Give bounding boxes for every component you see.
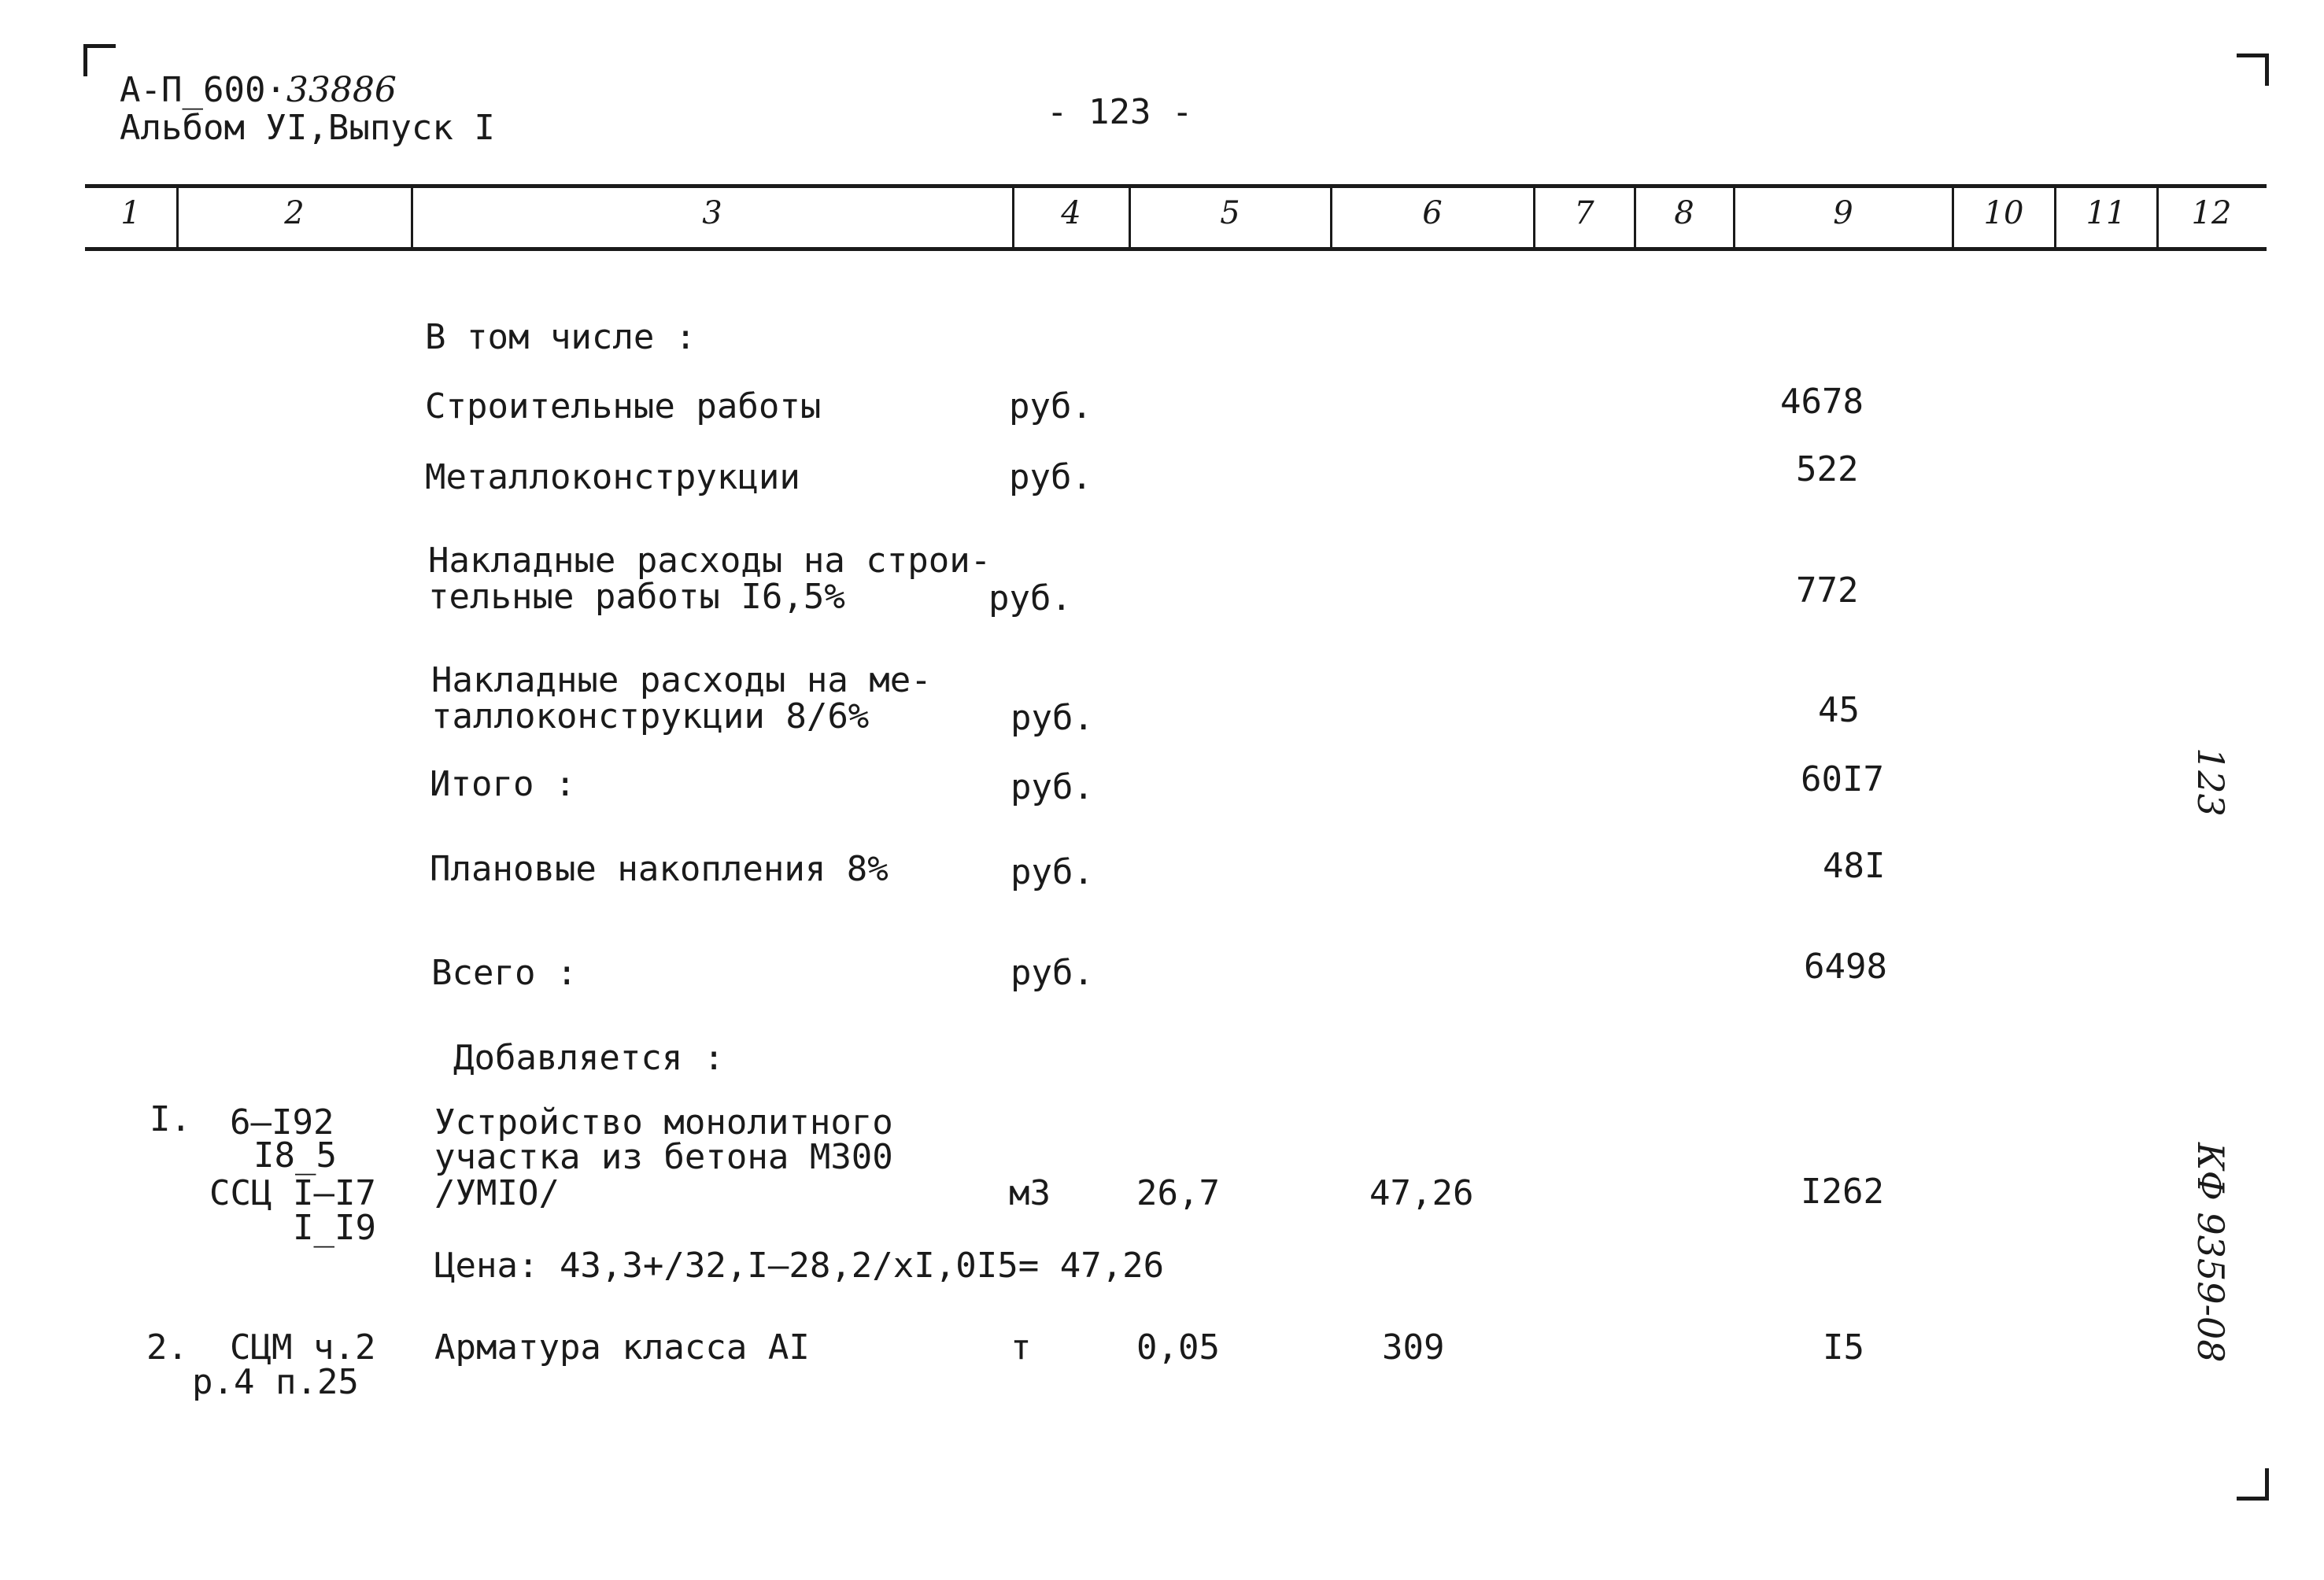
item-unit: м3 [1009, 1173, 1051, 1213]
corner-mark-bottom-right [2237, 1468, 2269, 1501]
item-description-line: участка из бетона М300 [434, 1137, 893, 1177]
summary-label-line1: Накладные расходы на ме- [431, 660, 932, 700]
summary-unit: руб. [1011, 698, 1094, 738]
column-number: 5 [1220, 195, 1240, 231]
item-price: 47,26 [1369, 1173, 1474, 1213]
item-code-line: I_I9 [293, 1208, 376, 1248]
item-description-line: /УМIO/ [434, 1173, 560, 1213]
summary-value: 4678 [1780, 382, 1864, 422]
item-number: 2. [146, 1327, 188, 1368]
column-number: 8 [1674, 195, 1694, 231]
item-code-line: СЦМ ч.2 [230, 1327, 376, 1368]
column-number: 4 [1061, 195, 1081, 231]
item-code-line: I8_5 [253, 1135, 337, 1176]
item-price: 309 [1382, 1327, 1445, 1368]
summary-label: Металлоконструкции [425, 457, 800, 497]
additions-heading: Добавляется : [453, 1038, 725, 1078]
summary-value: 6498 [1804, 947, 1887, 987]
summary-label-line1: Накладные расходы на строи- [428, 541, 992, 581]
margin-page-number: 123 [2189, 748, 2232, 817]
page-number: - 123 - [1047, 92, 1193, 132]
column-number: 3 [702, 195, 722, 231]
column-number: 12 [2191, 195, 2232, 231]
summary-unit: руб. [1011, 852, 1094, 892]
corner-mark-top-left [83, 44, 116, 76]
item-code-line: 6–I92 [230, 1102, 334, 1143]
document-code-handwritten: 33886 [286, 70, 397, 110]
item-quantity: 26,7 [1136, 1173, 1220, 1213]
column-number: 7 [1574, 195, 1594, 231]
summary-label: Итого : [430, 764, 576, 804]
margin-stamp: КФ 9359-08 [2189, 1143, 2232, 1363]
summary-label: Плановые накопления 8% [430, 849, 889, 889]
item-description-line: Арматура класса АI [434, 1327, 810, 1368]
summary-unit: руб. [1009, 386, 1092, 426]
summary-label: Всего : [431, 953, 578, 993]
item-code-line: ССЦ I–I7 [209, 1173, 376, 1213]
corner-mark-top-right [2237, 54, 2269, 86]
summary-label: Строительные работы [425, 386, 822, 426]
summary-label-line2: таллоконструкции 8/6% [431, 696, 870, 736]
summary-unit: руб. [1009, 457, 1092, 497]
item-price-note: Цена: 43,3+/32,I–28,2/хI,0I5= 47,26 [434, 1246, 1165, 1286]
summary-value: 48I [1823, 846, 1886, 886]
summary-value: 60I7 [1801, 759, 1884, 799]
album-label: Альбом УI,Выпуск I [120, 108, 495, 148]
summary-value: 45 [1818, 690, 1860, 730]
item-description-line: Устройство монолитного [434, 1102, 893, 1143]
column-number: 2 [284, 195, 305, 231]
item-total: I262 [1801, 1172, 1884, 1212]
item-number: I. [150, 1099, 191, 1139]
summary-label-line2: тельные работы I6,5% [428, 577, 845, 617]
summary-unit: руб. [988, 578, 1072, 618]
document-code [120, 72, 397, 109]
column-number: 1 [120, 195, 141, 231]
item-total: I5 [1823, 1327, 1864, 1368]
item-code-line: р.4 п.25 [192, 1362, 359, 1402]
column-number: 10 [1983, 195, 2024, 231]
summary-value: 522 [1796, 449, 1859, 489]
item-quantity: 0,05 [1136, 1327, 1220, 1368]
column-number: 9 [1833, 195, 1853, 231]
summary-value: 772 [1796, 570, 1859, 611]
summary-unit: руб. [1011, 767, 1094, 807]
summary-unit: руб. [1011, 953, 1094, 993]
summary-heading: В том числе : [425, 317, 696, 357]
item-unit: т [1011, 1327, 1032, 1368]
document-code-prefix: А-П_600· [120, 70, 286, 110]
column-number: 6 [1422, 195, 1443, 231]
column-number: 11 [2086, 195, 2126, 231]
